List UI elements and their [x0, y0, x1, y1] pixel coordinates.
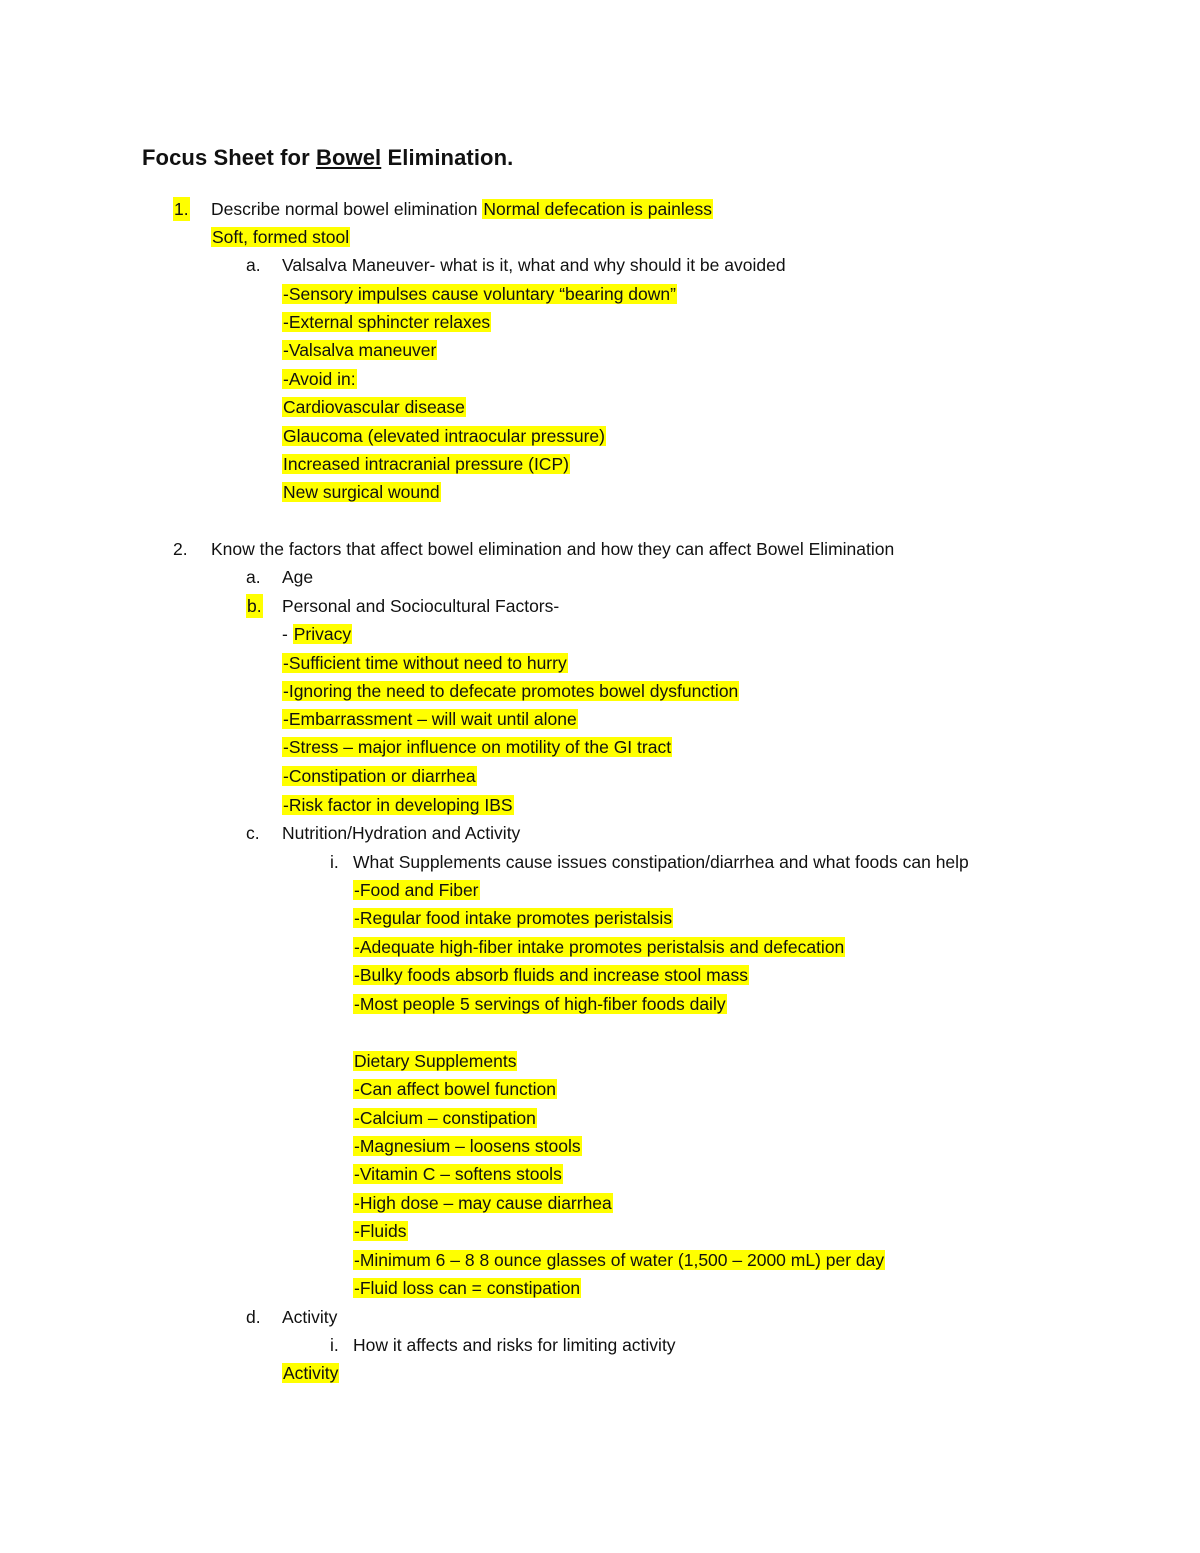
list-item: -Bulky foods absorb fluids and increase stool mass	[354, 965, 748, 985]
list-item: -Can affect bowel function	[354, 1079, 557, 1099]
section-1-highlight: Normal defecation is painless	[483, 199, 712, 219]
list-item: -Fluids	[354, 1221, 407, 1241]
section-2d-i-marker: i.	[330, 1335, 339, 1355]
section-1-text: Describe normal bowel elimination	[211, 199, 483, 219]
list-item: -Vitamin C – softens stools	[354, 1164, 562, 1184]
section-2-heading: Know the factors that affect bowel elimination and how they can affect Bowel Elimination	[211, 539, 895, 559]
list-item: New surgical wound	[283, 482, 440, 502]
list-item: -Fluid loss can = constipation	[354, 1278, 581, 1298]
list-item: -Minimum 6 – 8 8 ounce glasses of water (1,500 – 2000 mL) per day	[354, 1250, 885, 1270]
list-item: -Embarrassment – will wait until alone	[283, 709, 577, 729]
list-item: -Most people 5 servings of high-fiber foods daily	[354, 994, 726, 1014]
section-1-line-2-text: Soft, formed stool	[212, 227, 350, 247]
section-1a-heading: Valsalva Maneuver- what is it, what and why should it be avoided	[282, 255, 786, 275]
section-2c-i-marker: i.	[330, 852, 339, 872]
section-1a-marker: a.	[246, 255, 261, 275]
list-item: -Sensory impulses cause voluntary “bearing down”	[283, 284, 676, 304]
list-item: -Constipation or diarrhea	[283, 766, 476, 786]
section-1-heading	[211, 197, 713, 221]
section-1-marker: 1.	[174, 199, 189, 219]
section-2c-i-heading: What Supplements cause issues constipation/diarrhea and what foods can help	[353, 852, 969, 872]
list-item: Increased intracranial pressure (ICP)	[283, 454, 569, 474]
section-2c-marker: c.	[246, 823, 260, 843]
list-item: -Risk factor in developing IBS	[283, 795, 513, 815]
section-2b-heading: Personal and Sociocultural Factors-	[282, 596, 560, 616]
section-2d-marker: d.	[246, 1307, 261, 1327]
title-underlined-word: Bowel	[315, 145, 382, 170]
list-item: Dietary Supplements	[354, 1051, 517, 1071]
list-item: -Food and Fiber	[354, 880, 479, 900]
list-item: -Valsalva maneuver	[283, 340, 437, 360]
section-2d-heading: Activity	[282, 1307, 338, 1327]
section-2b-marker: b.	[247, 596, 262, 616]
section-2a-heading: Age	[282, 567, 314, 587]
section-2a-marker: a.	[246, 567, 261, 587]
page-title	[142, 145, 513, 171]
section-2-marker: 2.	[173, 539, 188, 559]
list-item: -High dose – may cause diarrhea	[354, 1193, 612, 1213]
list-item: Glaucoma (elevated intraocular pressure)	[283, 426, 605, 446]
section-2d-i-heading: How it affects and risks for limiting activity	[353, 1335, 676, 1355]
list-item: Cardiovascular disease	[283, 397, 465, 417]
list-item: -Magnesium – loosens stools	[354, 1136, 581, 1156]
section-2c-heading: Nutrition/Hydration and Activity	[282, 823, 521, 843]
list-item: Activity	[283, 1363, 339, 1383]
list-item: -Stress – major influence on motility of the GI tract	[283, 737, 672, 757]
list-item: -Adequate high-fiber intake promotes peristalsis and defecation	[354, 937, 845, 957]
title-prefix: Focus Sheet for	[142, 145, 316, 170]
list-item: -Regular food intake promotes peristalsis	[354, 908, 673, 928]
title-suffix: Elimination.	[381, 145, 514, 170]
section-1-line-2	[211, 225, 350, 249]
list-item: -Ignoring the need to defecate promotes bowel dysfunction	[283, 681, 739, 701]
list-item: -Sufficient time without need to hurry	[283, 653, 567, 673]
list-item: -Avoid in:	[283, 369, 356, 389]
list-item: - Privacy	[282, 624, 352, 644]
list-item: -Calcium – constipation	[354, 1108, 536, 1128]
list-item: -External sphincter relaxes	[283, 312, 491, 332]
